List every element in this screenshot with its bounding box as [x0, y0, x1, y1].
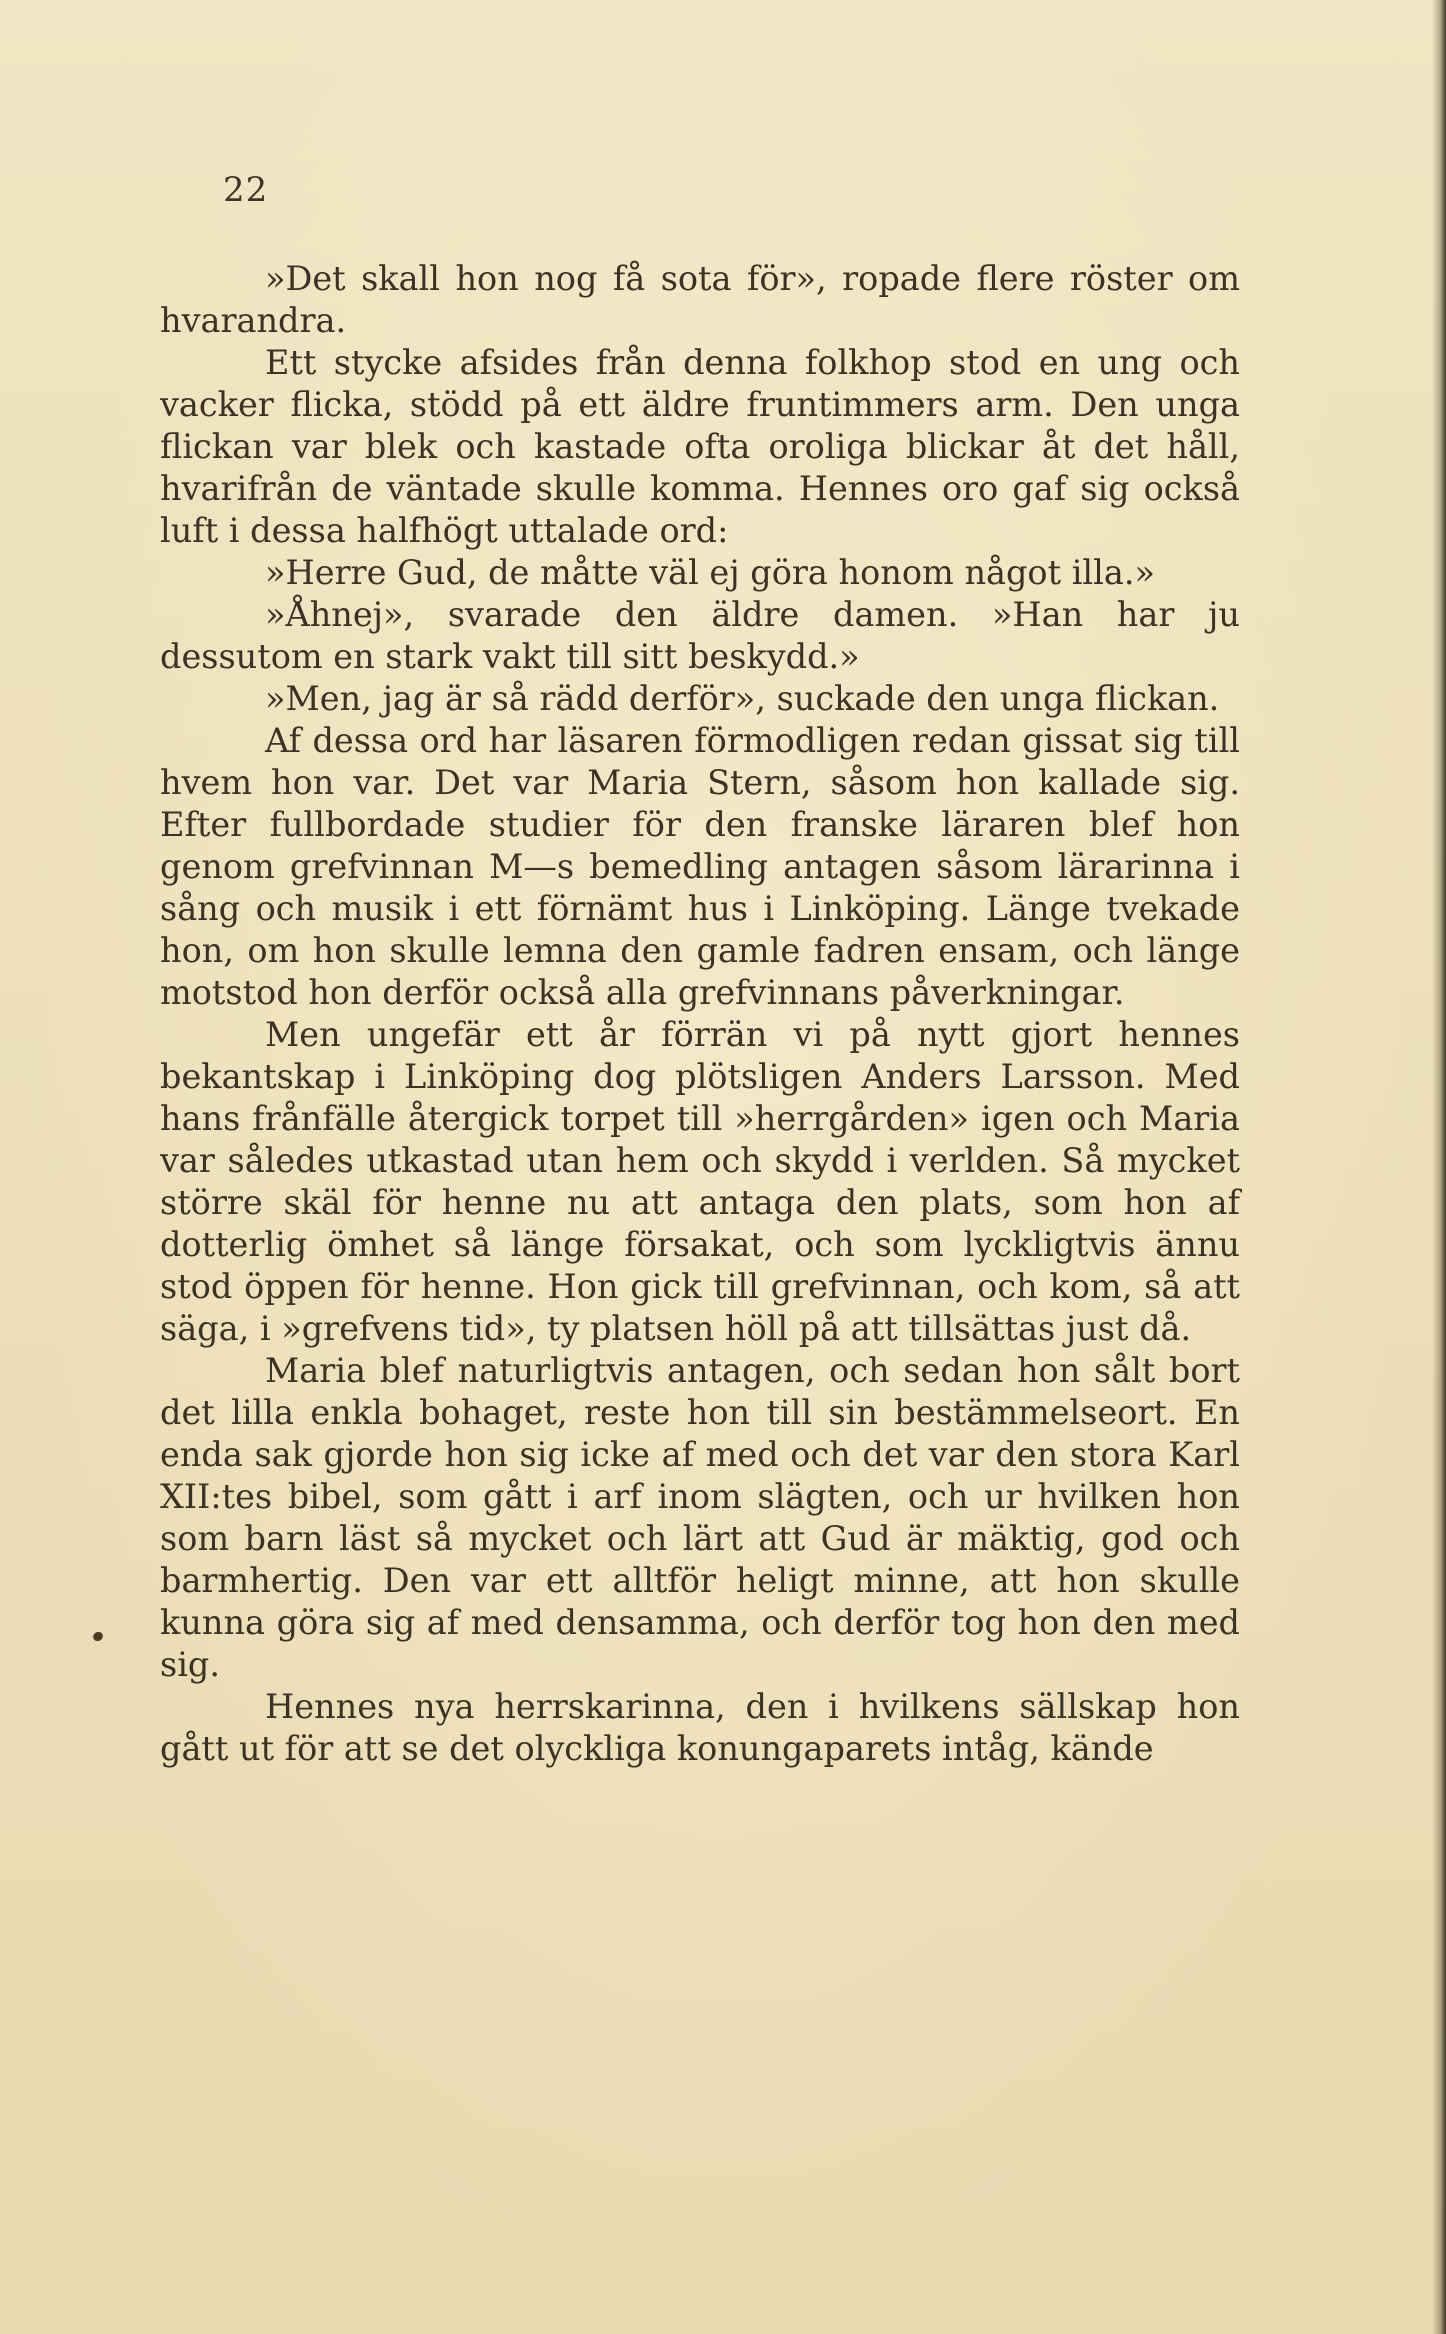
- paragraph: Hennes nya herrskarinna, den i hvilkens sällskap hon gått ut för att se det olyckliga konungaparets intåg, kände: [160, 1687, 1240, 1768]
- paragraph: »Herre Gud, de måtte väl ej göra honom något illa.»: [265, 553, 1155, 592]
- ink-spot: [91, 1630, 104, 1643]
- paragraph: Ett stycke afsides från denna folkhop stod en ung och vacker flicka, stödd på ett äldre fruntimmers arm. Den unga flickan var blek och kastade ofta oroliga blickar åt det håll, hvarifrån de väntade skulle komma. Hennes oro gaf sig också luft i dessa halfhögt uttalade ord:: [160, 343, 1240, 550]
- paragraph: »Men, jag är så rädd derför», suckade den unga flickan.: [265, 679, 1220, 718]
- paragraph: »Åhnej», svarade den äldre damen. »Han har ju dessutom en stark vakt till sitt beskydd.»: [160, 595, 1240, 676]
- paragraph: Maria blef naturligtvis antagen, och sedan hon sålt bort det lilla enkla bohaget, reste hon till sin bestämmelseort. En enda sak gjorde hon sig icke af med och det var den stora Karl XII:tes bibel, som gått i arf inom slägten, och ur hvilken hon som barn läst så mycket och lärt att Gud är mäktig, god och barmhertig. Den var ett alltför heligt minne, att hon skulle kunna göra sig af med densamma, och derför tog hon den med sig.: [160, 1351, 1240, 1684]
- paragraph: Men ungefär ett år förrän vi på nytt gjort hennes bekantskap i Linköping dog plötsligen Anders Larsson. Med hans frånfälle återgick torpet till »herrgården» igen och Maria var således utkastad utan hem och skydd i verlden. Så mycket större skäl för henne nu att antaga den plats, som hon af dotterlig ömhet så länge försakat, och som lyckligtvis ännu stod öppen för henne. Hon gick till grefvinnan, och kom, så att säga, i »grefvens tid», ty platsen höll på att tillsättas just då.: [160, 1015, 1240, 1348]
- paragraph: Af dessa ord har läsaren förmodligen redan gissat sig till hvem hon var. Det var Maria Stern, såsom hon kallade sig. Efter fullbordade studier för den franske läraren blef hon genom grefvinnan M—s bemedling antagen såsom lärarinna i sång och musik i ett förnämt hus i Linköping. Länge tvekade hon, om hon skulle lemna den gamle fadren ensam, och länge motstod hon derför också alla grefvinnans påverkningar.: [160, 721, 1240, 1012]
- page-number: 22: [223, 170, 269, 210]
- body-text: [160, 258, 1240, 1770]
- page-edge-shadow: [1432, 0, 1446, 2334]
- paragraph: »Det skall hon nog få sota för», ropade flere röster om hvarandra.: [160, 259, 1240, 340]
